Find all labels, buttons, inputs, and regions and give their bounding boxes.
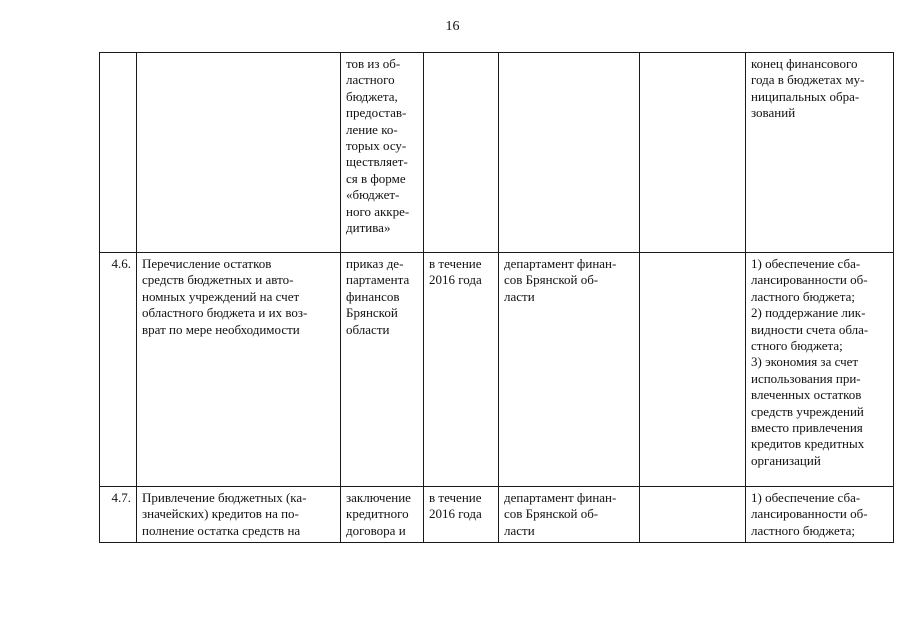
extra-cell [640, 487, 746, 543]
item-number: 4.6. [111, 256, 131, 271]
event-text: Перечисление остатков средств бюджетных и авто- номных учреждений на счет областного бюджета и их воз- врат по мере необходимости [142, 256, 308, 337]
item-number-cell [100, 53, 137, 253]
event-cell [137, 487, 341, 543]
term-text: в течение 2016 года [429, 256, 482, 288]
table-row [100, 53, 894, 253]
document-cell [341, 253, 424, 487]
term-text: в течение 2016 года [429, 490, 482, 522]
event-text: Привлечение бюджетных (ка- значейских) кредитов на по- полнение остатка средств на [142, 490, 307, 538]
term-cell [424, 487, 499, 543]
table-row [100, 253, 894, 487]
document-cell [341, 487, 424, 543]
executor-text: департамент финан- сов Брянской об- ласти [504, 490, 617, 538]
document-cell [341, 53, 424, 253]
term-cell [424, 253, 499, 487]
executor-cell [499, 487, 640, 543]
item-number: 4.7. [111, 490, 131, 505]
result-text: 1) обеспечение сба- лансированности об- ластного бюджета; 2) поддержание лик- видности счета обла- стного бюджета; 3) экономия за счет использования при- влеченных остатков средств учреждений вместо привлечения кредитов кредитных организаций [751, 256, 869, 468]
result-text: 1) обеспечение сба- лансированности об- ластного бюджета; [751, 490, 868, 538]
event-cell [137, 253, 341, 487]
document-text: приказ де- партамента финансов Брянской области [346, 256, 410, 337]
result-cell [746, 253, 894, 487]
result-cell [746, 487, 894, 543]
executor-text: департамент финан- сов Брянской об- ласти [504, 256, 617, 304]
plan-table [99, 52, 894, 543]
executor-cell [499, 53, 640, 253]
item-number-cell [100, 253, 137, 487]
extra-cell [640, 253, 746, 487]
event-cell [137, 53, 341, 253]
result-cell [746, 53, 894, 253]
item-number-cell [100, 487, 137, 543]
table-row [100, 487, 894, 543]
document-text: заключение кредитного договора и [346, 490, 411, 538]
page-number: 16 [445, 19, 460, 34]
executor-cell [499, 253, 640, 487]
document-text: тов из об- ластного бюджета, предостав- ление ко- торых осу- ществляет- ся в форме «бюджет- ного аккре- дитива» [346, 56, 410, 236]
result-text: конец финансового года в бюджетах му- ниципальных обра- зований [751, 56, 865, 121]
extra-cell [640, 53, 746, 253]
term-cell [424, 53, 499, 253]
